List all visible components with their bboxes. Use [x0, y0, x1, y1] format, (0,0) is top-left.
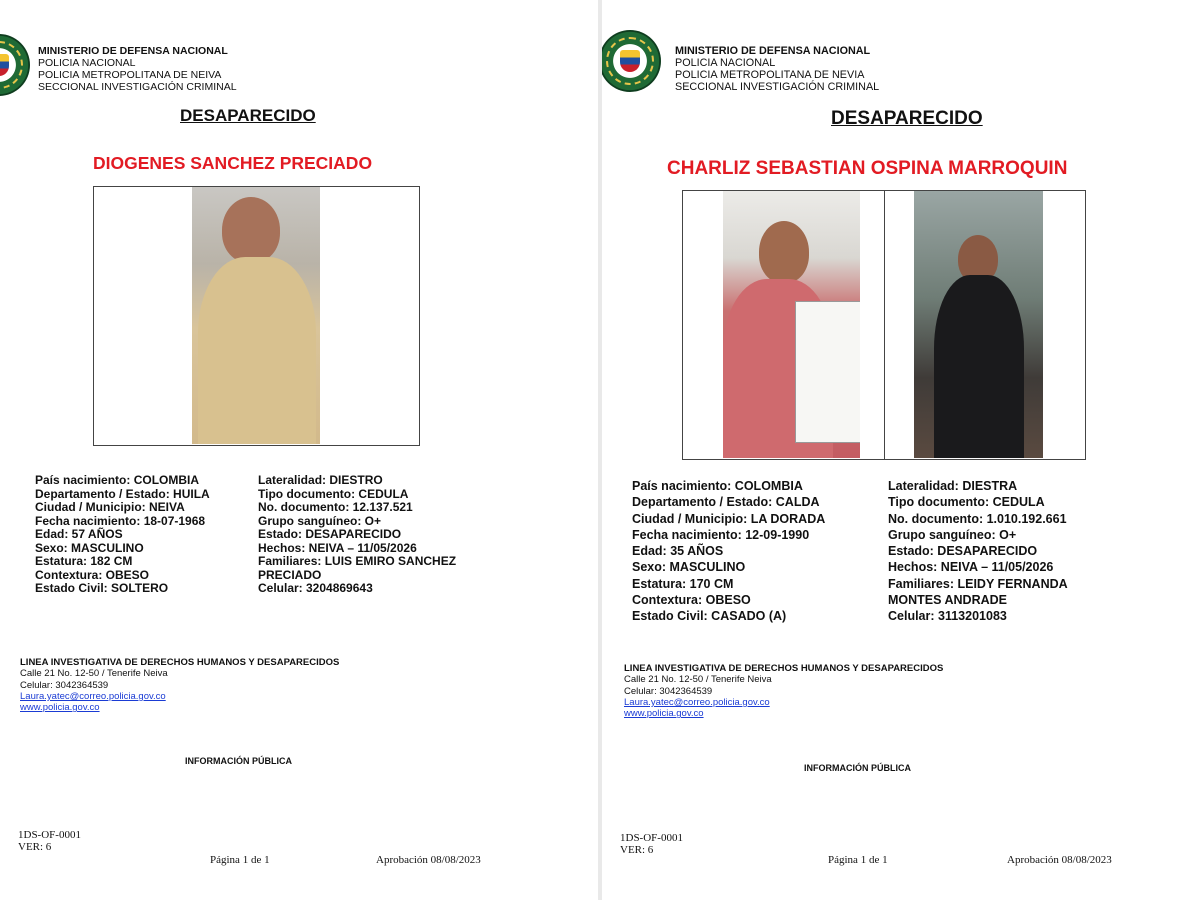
- website-link[interactable]: www.policia.gov.co: [20, 702, 100, 714]
- detail-line: Contextura: OBESO: [632, 593, 751, 608]
- poster-title: DESAPARECIDO: [180, 106, 316, 125]
- detail-line: Edad: 35 AÑOS: [632, 544, 724, 559]
- form-code: 1DS-OF-0001: [620, 832, 683, 844]
- missing-person-poster-1: [0, 0, 598, 900]
- contact-phone: Celular: 3042364539: [20, 679, 109, 691]
- details-right: [258, 474, 456, 596]
- details-right: [888, 478, 1068, 625]
- person-name: DIOGENES SANCHEZ PRECIADO: [93, 153, 373, 173]
- detail-line: Lateralidad: DIESTRO: [258, 473, 383, 487]
- detail-line: Estatura: 182 CM: [35, 554, 133, 568]
- detail-line: Hechos: NEIVA – 11/05/2026: [888, 560, 1054, 575]
- person-photo-frame: [93, 186, 420, 446]
- form-version: VER: 6: [18, 841, 52, 853]
- header-ministry: MINISTERIO DE DEFENSA NACIONAL: [675, 45, 871, 57]
- contact-title: LINEA INVESTIGATIVA DE DERECHOS HUMANOS Y DESAPARECIDOS: [624, 663, 944, 674]
- detail-line: Hechos: NEIVA – 11/05/2026: [258, 540, 417, 555]
- detail-line: Celular: 3204869643: [258, 581, 373, 595]
- detail-line: Tipo documento: CEDULA: [258, 486, 409, 501]
- contact-email-link[interactable]: Laura.yatec@correo.policia.gov.co: [624, 696, 770, 708]
- poster-title: DESAPARECIDO: [831, 108, 983, 129]
- detail-line: Familiares: LUIS EMIRO SANCHEZ: [258, 554, 457, 568]
- public-info-label: INFORMACIÓN PÚBLICA: [185, 756, 292, 766]
- document-code: [620, 832, 683, 856]
- police-seal-icon: [0, 34, 30, 96]
- header-block: [675, 45, 879, 93]
- person-photo-frame: [682, 190, 886, 460]
- header-section: SECCIONAL INVESTIGACIÓN CRIMINAL: [675, 81, 880, 93]
- details-left: [35, 474, 210, 596]
- contact-block: [624, 663, 943, 719]
- detail-line: Sexo: MASCULINO: [35, 540, 144, 555]
- person-photo-frame: [884, 190, 1086, 460]
- contact-title: LINEA INVESTIGATIVA DE DERECHOS HUMANOS Y DESAPARECIDOS: [20, 657, 340, 668]
- missing-person-poster-2: [602, 0, 1200, 900]
- approval-date: Aprobación 08/08/2023: [376, 854, 481, 866]
- detail-line: País nacimiento: COLOMBIA: [35, 473, 200, 487]
- detail-line: MONTES ANDRADE: [888, 593, 1007, 608]
- person-photo: [192, 187, 320, 444]
- header-police: POLICIA NACIONAL: [38, 57, 136, 69]
- contact-block: [20, 657, 339, 713]
- document-code: [18, 829, 81, 853]
- detail-line: Tipo documento: CEDULA: [888, 495, 1045, 510]
- contact-email-link[interactable]: Laura.yatec@correo.policia.gov.co: [20, 690, 166, 702]
- form-code: 1DS-OF-0001: [18, 829, 81, 841]
- approval-date: Aprobación 08/08/2023: [1007, 854, 1112, 866]
- detail-line: Grupo sanguíneo: O+: [258, 513, 382, 528]
- detail-line: Celular: 3113201083: [888, 609, 1007, 624]
- detail-line: Estado: DESAPARECIDO: [258, 527, 402, 541]
- person-name: CHARLIZ SEBASTIAN OSPINA MARROQUIN: [667, 158, 1068, 179]
- detail-line: Ciudad / Municipio: LA DORADA: [632, 511, 826, 526]
- detail-line: Estado Civil: SOLTERO: [35, 581, 169, 595]
- detail-line: País nacimiento: COLOMBIA: [632, 479, 803, 493]
- details-left: [632, 478, 825, 625]
- header-section: SECCIONAL INVESTIGACIÓN CRIMINAL: [38, 81, 237, 93]
- page-number: Página 1 de 1: [828, 854, 888, 866]
- detail-line: Contextura: OBESO: [35, 567, 150, 582]
- police-seal-icon: [602, 30, 661, 92]
- contact-phone: Celular: 3042364539: [624, 685, 713, 697]
- detail-line: Fecha nacimiento: 18-07-1968: [35, 513, 206, 528]
- detail-line: Edad: 57 AÑOS: [35, 527, 123, 541]
- detail-line: Lateralidad: DIESTRA: [888, 479, 1018, 493]
- contact-address: Calle 21 No. 12-50 / Tenerife Neiva: [20, 668, 168, 680]
- detail-line: Estado: DESAPARECIDO: [888, 544, 1038, 559]
- person-photo: [914, 191, 1043, 458]
- contact-address: Calle 21 No. 12-50 / Tenerife Neiva: [624, 674, 772, 686]
- header-police: POLICIA NACIONAL: [675, 57, 776, 69]
- detail-line: Estado Civil: CASADO (A): [632, 609, 787, 624]
- detail-line: Sexo: MASCULINO: [632, 560, 746, 575]
- header-ministry: MINISTERIO DE DEFENSA NACIONAL: [38, 45, 228, 57]
- website-link[interactable]: www.policia.gov.co: [624, 708, 704, 720]
- form-version: VER: 6: [620, 844, 654, 856]
- detail-line: Grupo sanguíneo: O+: [888, 527, 1017, 542]
- detail-line: Fecha nacimiento: 12-09-1990: [632, 527, 810, 542]
- header-metro-police: POLICIA METROPOLITANA DE NEIVA: [38, 69, 222, 81]
- detail-line: Estatura: 170 CM: [632, 576, 734, 591]
- detail-line: Departamento / Estado: CALDA: [632, 495, 820, 510]
- header-block: [38, 45, 237, 93]
- header-metro-police: POLICIA METROPOLITANA DE NEVIA: [675, 69, 865, 81]
- public-info-label: INFORMACIÓN PÚBLICA: [804, 763, 911, 773]
- detail-line: No. documento: 12.137.521: [258, 500, 413, 514]
- detail-line: No. documento: 1.010.192.661: [888, 511, 1067, 526]
- detail-line: Familiares: LEIDY FERNANDA: [888, 576, 1068, 591]
- detail-line: PRECIADO: [258, 567, 322, 582]
- detail-line: Departamento / Estado: HUILA: [35, 486, 210, 501]
- certificate-document: [795, 301, 860, 443]
- person-photo: [723, 191, 860, 458]
- page-number: Página 1 de 1: [210, 854, 270, 866]
- detail-line: Ciudad / Municipio: NEIVA: [35, 500, 185, 514]
